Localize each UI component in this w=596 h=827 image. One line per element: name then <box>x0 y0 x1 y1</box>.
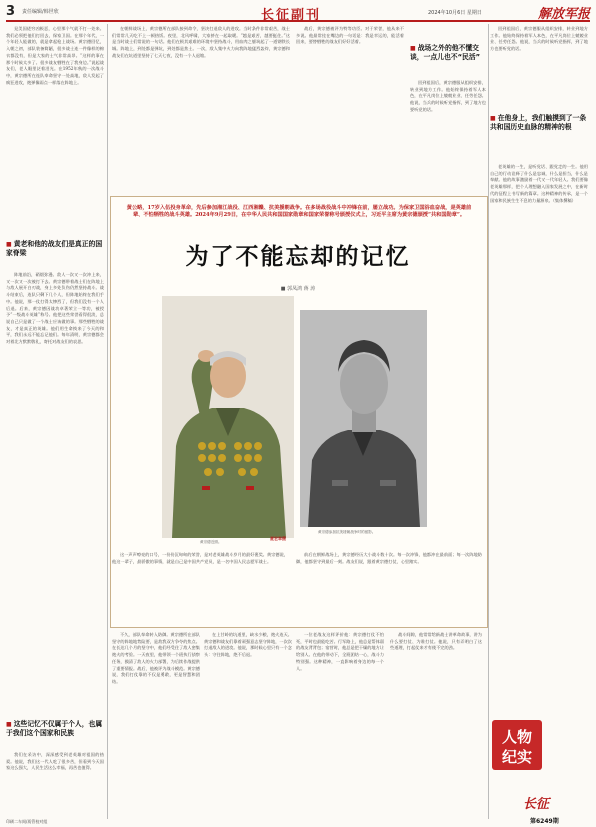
right-subhead-2-text: 在他身上，我们触摸到了一条共和国历史血脉的精神的根 <box>490 114 587 132</box>
veteran-salute-illustration <box>162 296 294 538</box>
top-middle-text: 在朝鲜战场上，黄宗德所在部队接到命令，坚决打退敌人的进攻。当时条件非常艰苦，战士们常常几天吃不上一顿热饭。夜里，北风呼啸，大家挤在一起取暖。“越是艰苦，越要挺住。”这是当时战士们常说的一句话。他们在极其艰难的环境中坚持战斗，用血肉之躯筑起了一道钢铁长城。阵地上，到处都是弹坑，到处都是焦土。一次，敌人集中火力向我阵地猛烈轰炸，黄宗德和战友们在坑道里坚持了七天七夜，没有一个人退缩。 <box>112 26 290 58</box>
red-square-bullet: ■ <box>490 115 498 122</box>
left-subhead-1-text: 黄老和他的战友们是真正的国家脊梁 <box>6 240 103 258</box>
stamp-graphic <box>490 718 544 772</box>
feature-byline: ■ 郭凤鸿 蒋 涛 <box>280 286 316 292</box>
column-brand: 长征 <box>523 797 550 812</box>
young-soldier-illustration <box>300 310 427 527</box>
editor-line: 责任编辑/韩世欣 <box>22 9 59 15</box>
stamp-line-1: 人物 <box>501 728 533 746</box>
right-subhead-1-text: 战场之外的他不懂交谈，一点儿也不“民活” <box>410 44 481 62</box>
red-square-bullet: ■ <box>410 45 418 52</box>
page-header <box>6 4 590 22</box>
masthead-logo: 解放军报 <box>537 7 590 22</box>
young-soldier-photo <box>300 310 427 527</box>
right-subhead-1 <box>410 44 486 61</box>
feature-headline: 为了不能忘却的记忆 <box>185 243 411 270</box>
left-subhead-2-text: 这些记忆不仅属于个人，也属于我们这个国家和民族 <box>6 720 103 738</box>
feature-body-col-1: 不久，部队奉命转入防御。黄宗德所在部队坚守的阵地地势险要，是敌我双方争夺的焦点。在长达几个月的坚守中，他们经受住了敌人密集炮火的考验。一天夜里，他带领一个班执行侦察任务，摸清了敌人的火力部署，为后续作战提供了重要情报。战后，他被评为战斗模范。黄宗德说，我们打仗靠的不仅是勇敢，更是智慧和团结。 <box>112 632 200 684</box>
red-square-bullet: ■ <box>6 721 14 728</box>
top-right-text: 回到祖国后，黄宗德服从组织安排，转业到地方工作。他始终保持着军人本色，在平凡岗位上兢兢业业、任劳任怨。他说，当兵的时候听党指挥，到了地方也要听党的话。 <box>410 80 486 112</box>
feature-body-intro-2: 前后在朝鲜战场上，黄宗德经历大小战斗数十次。每一次冲锋，他都冲在最前面；每一次阵地防御，他都坚守到最后一刻。战友们说，跟着黄宗德打仗，心里踏实。 <box>296 552 482 564</box>
left-column-text-bottom: 我们在采访中，深深感受到老英雄对祖国的热爱。他说，我们这一代人吃了很多苦，但看到今天国家这么强大，人民生活这么幸福，再苦也值得。 <box>6 752 104 771</box>
feature-body-col-3: 一位老战友这样评价他：黄宗德打仗不怕死，平时也最能吃苦。行军路上，他总是帮体弱的战友背背包；宿营时，他总是把干燥的地方让给别人。在他的带动下，全班团结一心，战斗力特别强。这种精神，一直影响着身边的每一个人。 <box>296 632 384 671</box>
right-column-text-top: 回到祖国后，黄宗德服从组织安排，转业到地方工作。他始终保持着军人本色，在平凡岗位上兢兢业业、任劳任怨。他说，当兵的时候听党指挥，到了地方也要听党的话。 <box>490 26 588 52</box>
column-divider <box>107 24 108 819</box>
feature-body-col-2: 在上甘岭的坑道里，缺水少粮，炮火连天。黄宗德和战友们靠着顽强意志坚守阵地，一次次打退敌人的进攻。他说，那时候心里只有一个念头：守住阵地，绝不后退。 <box>204 632 292 658</box>
left-subhead-1 <box>6 240 104 257</box>
stamp-line-2: 纪实 <box>501 748 533 766</box>
page-number: 3 <box>6 4 16 19</box>
red-square-bullet: ■ <box>6 241 14 248</box>
column-divider <box>488 24 489 819</box>
feature-deck: 黄公略，17岁入伍投身革命，先后参加湘江战役、江西湘赣、抗美援朝战争。在多场战役战斗中冲锋在前，屡立战功。为保家卫国浴血奋战，是英雄前辈、不怕牺牲的战斗英雄。2024年9月29日，在中华人民共和国国家勋章和国家荣誉称号颁授仪式上，习近平主席为黄宗德颁授“共和国勋章”。 <box>126 205 472 219</box>
veteran-salute-photo <box>162 296 294 538</box>
left-column-text-mid: 阵地前沿，硝烟弥漫。敌人一次又一次冲上来，又一次又一次被打下去。黄宗德带着战士们在阵地上与敌人展开白刃战，身上多处负伤仍然坚持战斗。战斗结束后，连队只剩下几个人，但阵地始终在我们手中。他说，那一仗打得太惨烈了，但我们没有一个人后退。后来，黄宗德因战功卓著荣立一等功，被授予“一级战斗英雄”称号。他把这些荣誉看得很淡，总说自己只是做了一个战士应该做的事。那些牺牲的战友，才是真正的英雄。他们用生命换来了今天的和平，我们永远不能忘记他们。每年清明，黄宗德都会对着北方默默敬礼，寄托对战友们的哀思。 <box>6 272 104 345</box>
section-title: 长征副刊 <box>261 8 322 23</box>
feature-body-col-4: 战斗间隙，他常常给新战士讲革命故事，讲为什么要打仗、为谁打仗。他说，只有弄明白了这些道理，打起仗来才有使不完的劲。 <box>390 632 482 651</box>
photo2-caption: 黄宗德参加抗美援朝战争时的留影。 <box>318 530 376 534</box>
right-subhead-2 <box>490 114 588 131</box>
left-subhead-2 <box>6 720 104 737</box>
date-line: 2024年10月6日 星期日 <box>428 10 482 16</box>
top-middle-text-2: 战后，黄宗德被评为特等功臣。对于荣誉，他从来不多说。他最常挂在嘴边的一句话是：我是幸运的，能活着回来，要替牺牲的战友们好好活着。 <box>296 26 404 45</box>
photo1-caption: 黄宗德近照。 <box>200 540 222 544</box>
issue-number: 第6249期 <box>530 818 559 825</box>
right-column-text-bottom: 老英雄的一生，是听党话、跟党走的一生。他用自己的行动诠释了什么是忠诚，什么是担当，什么是奉献。他的故事激励着一代又一代年轻人。我们要像老英雄那样，把个人理想融入国家发展之中，在新时代的征程上书写新的篇章。这种精神的传承，是一个国家和民族生生不息的力量源泉。（集体撰稿） <box>490 164 588 203</box>
photo-credit: 聂宏举摄 <box>270 536 286 541</box>
footer-label: 印刷二车间/质管校对组 <box>6 819 48 824</box>
people-record-stamp <box>490 718 544 772</box>
left-column-text-top: 見美国佬穷凶极恶，心里那个气就不打一处来。我们必须把他们打回去，保家卫国。在那个年代，一个年轻人能做的，就是拿起枪上战场。黄宗德回忆，入朝之初，部队装备简陋，很多战士连一件像样的棉衣都没有，但是大家的士气非常高昂。“这样的事在那个时候太多了。很多战友牺牲在了我身边。”说起战友们，老人眼里泛着泪光。在1952年秋的一次战斗中，黄宗德所在连队奉命坚守一处高地，敌人发起了疯狂进攻，炮弹像雨点一样落在阵地上。 <box>6 26 104 85</box>
feature-body-intro: 这一声声嘹亮的口号，一份份沉甸甸的荣誉，是对老英雄战斗岁月的最好褒奖。黄宗德说，他这一辈子，最骄傲的事情，就是自己是中国共产党员，是一名中国人民志愿军战士。 <box>112 552 288 564</box>
